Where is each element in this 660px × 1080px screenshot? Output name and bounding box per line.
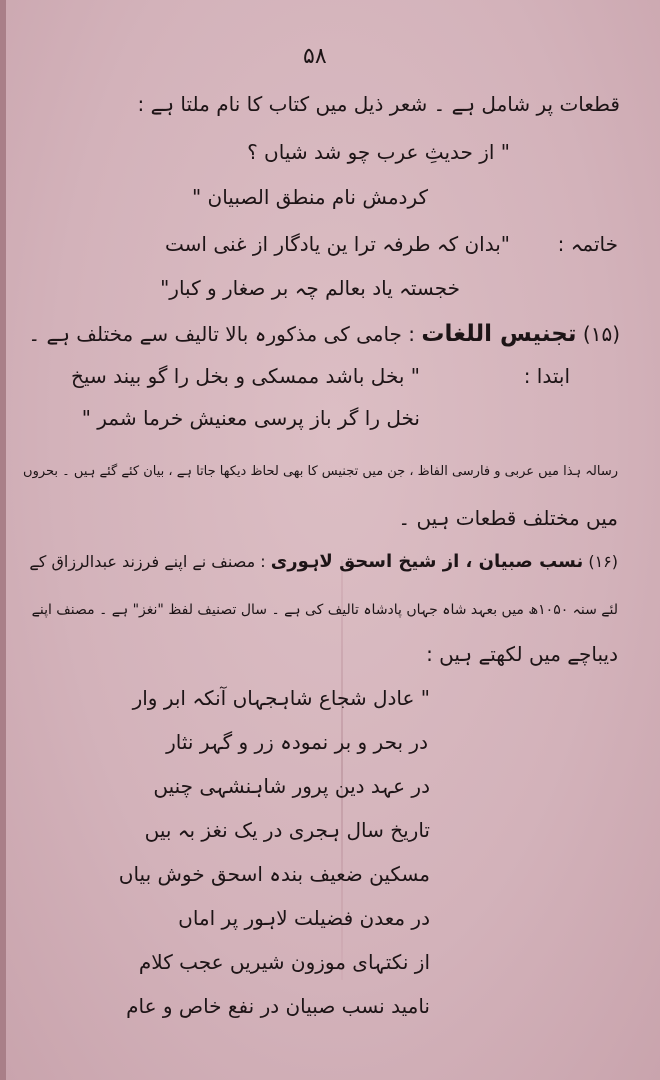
verse-line-6: نخل را گر باز پرسی معنیش خرما شمر " (81, 406, 420, 430)
verse-line-1: " از حدیثِ عرب چو شد شیاں ؟ (247, 140, 510, 164)
poem-line-7: از نکتہای موزون شیریں عجب کلام (138, 950, 430, 974)
ibtida-label: ابتدا : (523, 364, 570, 388)
item-16-title: نسب صبیان ، از شیخ اسحق لاہوری (270, 551, 584, 572)
item-15-number: (۱۵) (582, 322, 620, 346)
item-16-text: : مصنف نے اپنے فرزند عبدالرزاق کے (29, 552, 266, 571)
poem-line-1: " عادل شجاع شاہجہاں آنکہ ابر وار (132, 686, 430, 710)
poem-line-3: در عہد دین پرور شاہنشہی چنیں (153, 774, 430, 798)
text-line-3: میں مختلف قطعات ہیں ۔ (398, 506, 618, 530)
verse-line-3: "بدان کہ طرفہ ترا ین یادگار از غنی است (165, 232, 510, 256)
page-number: ۵۸ (303, 44, 327, 69)
verse-line-2: کردمش نام منطق الصبیان " (191, 185, 428, 209)
verse-line-5: " بخل باشد ممسکی و بخل را گو بیند سیخ (71, 364, 420, 388)
text-line-4: لئے سنہ ۱۰۵۰ھ میں بعہد شاہ جہاں پادشاہ تالیف کی ہے ۔ سال تصنیف لفظ "نغز" ہے ۔ مصنف اپنے (31, 602, 618, 618)
item-16-heading (29, 548, 618, 576)
verse-line-4: خجستہ یاد بعالم چہ بر صغار و کبار" (160, 276, 460, 300)
text-line-1: قطعات پر شامل ہے ۔ شعر ذیل میں کتاب کا نام ملتا ہے : (137, 92, 620, 116)
item-15-title: تجنیس اللغات (421, 321, 577, 347)
item-15-text: : جامی کی مذکورہ بالا تالیف سے مختلف ہے ۔ (28, 322, 416, 346)
poem-line-8: نامید نسب صبیان در نفع خاص و عام (126, 994, 430, 1018)
poem-line-6: در معدن فضیلت لاہور پر اماں (178, 906, 430, 930)
poem-line-5: مسکین ضعیف بندہ اسحق خوش بیاں (118, 862, 430, 886)
text-line-5: دیباچے میں لکھتے ہیں : (426, 642, 618, 666)
text-line-2: رسالہ ہذا میں عربی و فارسی الفاظ ، جن میں تجنیس کا بھی لحاظ دیکھا جاتا ہے ، بیان کئے گئے ہیں ۔ بحروں (23, 464, 618, 479)
poem-line-2: در بحر و بر نمودہ زر و گہر نثار (166, 730, 428, 754)
poem-line-4: تاریخ سال ہجری در یک نغز بہ بیں (144, 818, 430, 842)
khatima-label: خاتمہ : (557, 232, 618, 256)
item-16-number: (۱۶) (588, 552, 618, 571)
item-15-heading (28, 320, 620, 348)
